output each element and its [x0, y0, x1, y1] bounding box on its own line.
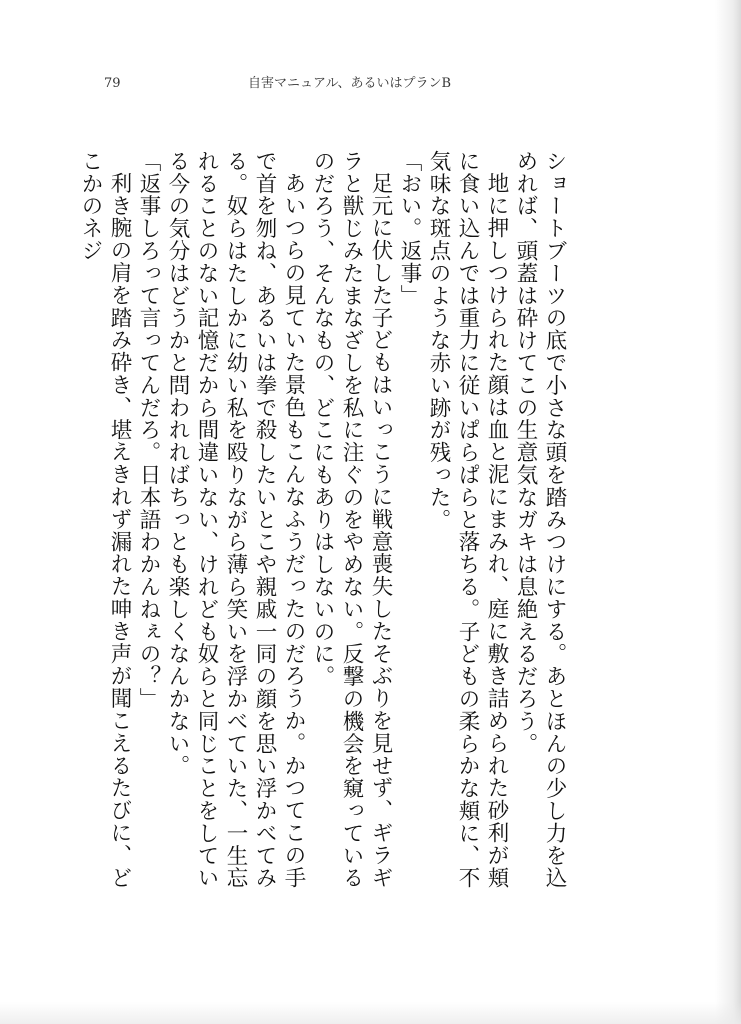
vertical-body-text: [76, 150, 569, 910]
page-number: 79: [104, 76, 121, 91]
paragraph: 地に押しつけられた顔は血と泥にまみれ、庭に敷き詰められた砂利が頬に食い込んでは重力に従いぱらぱらと落ちる。子どもの柔らかな頬に、不気味な斑点のような赤い跡が残った。: [426, 150, 509, 890]
paragraph: 足元に伏した子どもはいっこうに戦意喪失したそぶりを見せず、ギラギラと獣じみたまなざしを私に注ぐのをやめない。反撃の機会を窺っているのだろう、そんなもの、どこにもありはしないのに。: [310, 150, 393, 890]
running-title: 自害マニュアル、あるいはプランB: [248, 76, 451, 91]
paragraph: ショートブーツの底で小さな頭を踏みつけにする。あとほんの少し力を込めれば、頭蓋は砕けてこの生意気なガキは息絶えるだろう。: [513, 150, 567, 890]
page-bottom-shadow: [0, 1002, 741, 1024]
paragraph: 利き腕の肩を踏み砕き、堪えきれず漏れた呻き声が聞こえるたびに、どこかのネジ: [78, 150, 132, 889]
paragraph: あいつらの見ていた景色もこんなふうだったのだろうか。かつてこの手で首を刎ね、あるいは拳で殺したいとこや親戚一同の顔を思い浮かべてみる。奴らはたしかに幼い私を殴りながら薄ら笑いを浮かべていた、一生忘れることのない記憶だから間違いない、けれども奴らと同じことをしている今の気分はどうかと問われればちっとも楽しくなんかない。: [165, 150, 306, 890]
dialogue-line: 「おい。返事」: [397, 150, 422, 307]
dialogue-line: 「返事しろって言ってんだろ。日本語わかんねぇの？」: [136, 150, 161, 710]
page-edge-shadow: [715, 0, 741, 1024]
